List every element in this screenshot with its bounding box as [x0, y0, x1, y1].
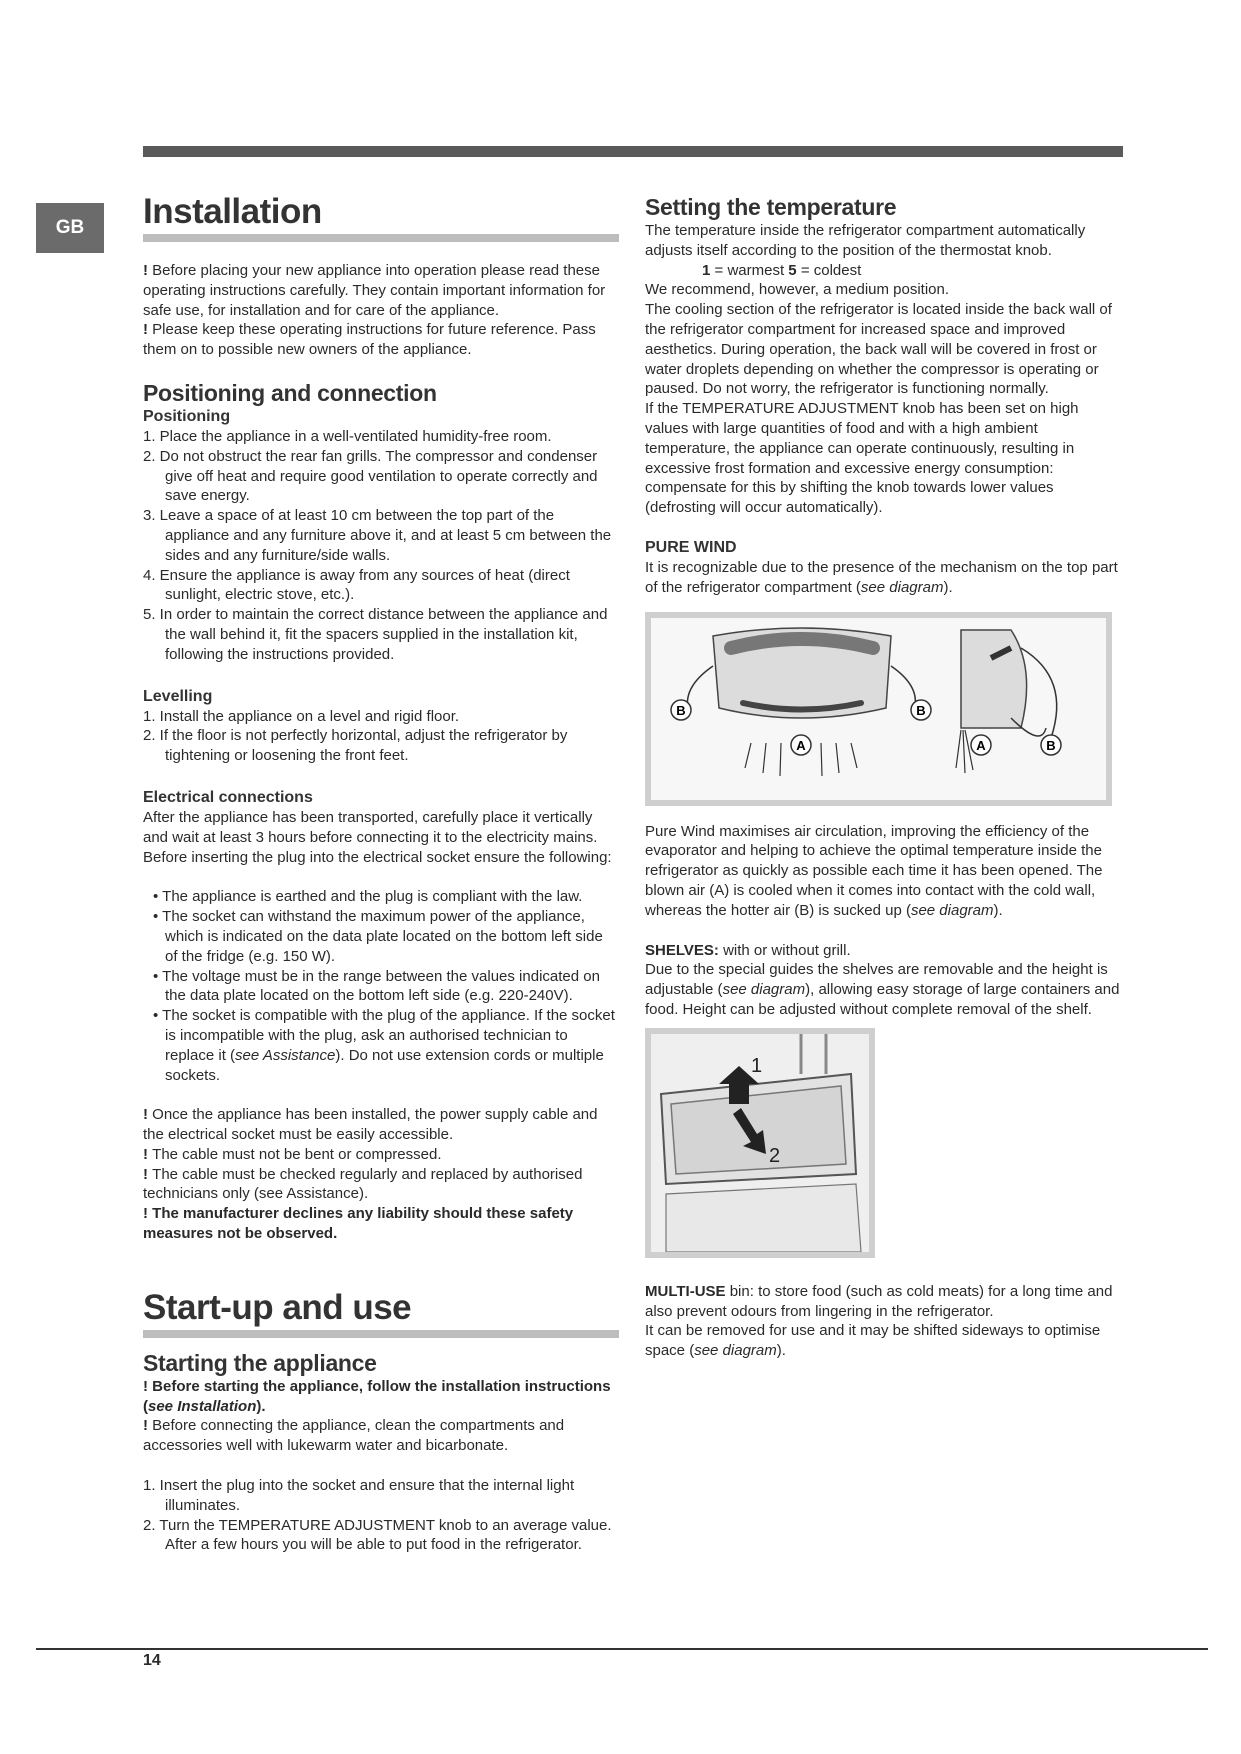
list-item: 2. If the floor is not perfectly horizontal, adjust the refrigerator by tightening or loosening the front feet.	[143, 727, 568, 765]
pure-wind-diagram	[645, 612, 1112, 806]
label-a-front: A	[796, 737, 806, 753]
title-rule	[143, 234, 619, 242]
label-b-side: B	[1046, 737, 1056, 753]
startup-title: Start-up and use	[143, 1287, 412, 1327]
list-item: 1. Place the appliance in a well-ventilated humidity-free room.	[143, 427, 552, 445]
temperature-high-values: If the TEMPERATURE ADJUSTMENT knob has been set on high values with large quantities of food and with a high ambient temperature, the appliance can operate continuously, resulting in excessive frost formation and excessive energy consumption: compensate for this by shifting the knob towards lower values (defrosting will occur automatically).	[645, 400, 1079, 517]
left-column	[143, 192, 619, 1555]
list-item: 5. In order to maintain the correct distance between the appliance and the wall behind it, fit the spacers supplied in the installation kit, following the instructions provided.	[143, 606, 608, 663]
list-item: • The voltage must be in the range between the values indicated on the data plate located on the bottom left side (e.g. 220-240V).	[153, 967, 600, 1005]
temperature-recommend: We recommend, however, a medium position.	[645, 281, 950, 299]
shelf-label-2: 2	[769, 1144, 781, 1167]
positioning-heading: Positioning	[143, 407, 231, 425]
footer-rule	[36, 1648, 1208, 1650]
positioning-list	[143, 427, 619, 665]
electrical-heading: Electrical connections	[143, 788, 313, 806]
multi-use-more: It can be removed for use and it may be shifted sideways to optimise space (see diagram).	[645, 1322, 1101, 1360]
pure-wind-illustration	[651, 618, 1106, 800]
electrical-bullets	[143, 887, 619, 1085]
warning-2: ! The cable must not be bent or compressed.	[143, 1145, 442, 1163]
language-tab	[36, 203, 104, 253]
language-tab-label: GB	[55, 217, 85, 238]
list-item: • The socket can withstand the maximum power of the appliance, which is indicated on the data plate located on the bottom left side of the fridge (e.g. 150 W).	[153, 908, 603, 965]
shelves-illustration	[651, 1034, 869, 1252]
pure-wind-heading: PURE WIND	[645, 538, 737, 556]
temperature-scale: 1 = warmest 5 = coldest	[702, 261, 862, 279]
installation-title: Installation	[143, 192, 322, 231]
pure-wind-intro: It is recognizable due to the presence of the mechanism on the top part of the refrigerator compartment (see diagram).	[645, 558, 1118, 596]
warning-1: ! Once the appliance has been installed, the power supply cable and the electrical socket must be easily accessible.	[143, 1106, 598, 1144]
list-item: • The socket is compatible with the plug of the appliance. If the socket is incompatible with the plug, ask an authorised technician to replace it (see Assistance). Do not use extension cords or multiple sockets.	[153, 1007, 615, 1084]
pure-wind-description: Pure Wind maximises air circulation, improving the efficiency of the evaporator and helping to achieve the optimal temperature inside the refrigerator as quickly as possible each time it has been opened. The blown air (A) is cooled when it comes into contact with the cold wall, whereas the hotter air (B) is sucked up (see diagram).	[645, 822, 1103, 919]
page-number: 14	[143, 1652, 161, 1669]
multi-use-description: MULTI-USE bin: to store food (such as cold meats) for a long time and also prevent odours from lingering in the refrigerator.	[645, 1282, 1113, 1320]
shelf-label-1: 1	[751, 1054, 763, 1077]
temperature-intro: The temperature inside the refrigerator compartment automatically adjusts itself according to the position of the thermostat knob.	[645, 222, 1086, 259]
label-a-side: A	[976, 737, 986, 753]
clean-note: ! Before connecting the appliance, clean the compartments and accessories well with lukewarm water and bicarbonate.	[143, 1417, 565, 1455]
header-bar	[143, 146, 1123, 157]
levelling-list	[143, 707, 619, 766]
list-item: 2. Turn the TEMPERATURE ADJUSTMENT knob to an average value. After a few hours you will be able to put food in the refrigerator.	[143, 1516, 612, 1554]
temperature-cooling: The cooling section of the refrigerator is located inside the back wall of the refrigerator compartment for increased space and improved aesthetics. During operation, the back wall will be covered in frost or water droplets depending on whether the compressor is operating or paused. Do not worry, the refrigerator is functioning normally.	[645, 301, 1112, 398]
intro-paragraph-1: ! Before placing your new appliance into operation please read these operating instructions carefully. They contain important information for safe use, for installation and for care of the appliance.	[143, 262, 606, 319]
list-item: 1. Insert the plug into the socket and ensure that the internal light illuminates.	[143, 1477, 575, 1514]
temperature-heading: Setting the temperature	[645, 194, 897, 220]
electrical-intro: After the appliance has been transported, carefully place it vertically and wait at least 3 hours before connecting it to the electricity mains. Before inserting the plug into the electrical socket ensure the following:	[143, 808, 612, 866]
shelves-diagram	[645, 1028, 875, 1258]
startup-steps	[143, 1476, 619, 1555]
list-item: 2. Do not obstruct the rear fan grills. The compressor and condenser give off heat and require good ventilation to operate correctly and save energy.	[143, 447, 598, 505]
warning-3: ! The cable must be checked regularly and replaced by authorised technicians only (see Assistance).	[143, 1165, 583, 1203]
right-column	[645, 194, 1121, 1361]
list-item: 3. Leave a space of at least 10 cm between the top part of the appliance and any furniture above it, and at least 5 cm between the sides and any furniture/side walls.	[143, 507, 612, 564]
levelling-heading: Levelling	[143, 687, 213, 705]
positioning-connection-heading: Positioning and connection	[143, 379, 437, 406]
title-rule	[143, 1330, 619, 1338]
list-item: • The appliance is earthed and the plug is compliant with the law.	[153, 888, 583, 906]
list-item: 4. Ensure the appliance is away from any sources of heat (direct sunlight, electric stove, etc.).	[143, 566, 570, 604]
label-b-left: B	[676, 702, 686, 718]
startup-bold-note: ! Before starting the appliance, follow the installation instructions (see Installation).	[143, 1377, 611, 1415]
starting-heading: Starting the appliance	[143, 1349, 377, 1376]
intro-paragraph-2: ! Please keep these operating instructions for future reference. Pass them on to possible new owners of the appliance.	[143, 321, 596, 359]
shelves-description: Due to the special guides the shelves are removable and the height is adjustable (see diagram), allowing easy storage of large containers and food. Height can be adjusted without complete removal of the shelf.	[645, 961, 1120, 1018]
list-item: 1. Install the appliance on a level and rigid floor.	[143, 707, 460, 725]
liability-note: ! The manufacturer declines any liability should these safety measures not be observed.	[143, 1205, 574, 1243]
shelves-heading: SHELVES: with or without grill.	[645, 941, 851, 959]
label-b-right: B	[916, 702, 926, 718]
